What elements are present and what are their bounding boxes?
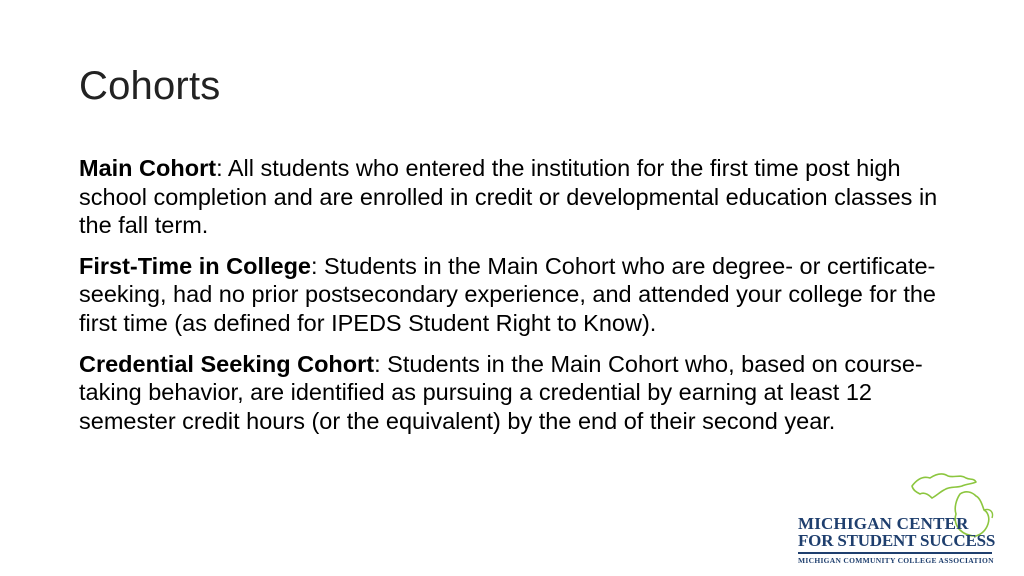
definition-text: : Students in the Main Cohort who, based on course-taking behavior, are identified as pursuing a credential by earning at least 12 semester credit hours (or the equivalent) by the end of their second year. — [79, 350, 923, 434]
definition-term: Main Cohort — [79, 155, 217, 181]
logo-line-1: MICHIGAN CENTER — [798, 514, 969, 533]
definition-term: First-Time in College — [79, 252, 311, 279]
definition-text: : All students who entered the institution for the first time post high school completion and are enrolled in credit or developmental education classes in the fall term. — [79, 155, 938, 239]
definitions-list — [79, 154, 959, 447]
definition-credential-seeking-cohort — [79, 350, 959, 436]
mcss-logo — [798, 468, 1004, 568]
logo-line-2: FOR STUDENT SUCCESS — [798, 531, 996, 550]
definition-first-time-in-college — [79, 252, 959, 338]
definition-term: Credential Seeking Cohort — [79, 350, 375, 377]
slide-title: Cohorts — [79, 64, 221, 108]
logo-divider — [798, 552, 992, 554]
definition-text: : Students in the Main Cohort who are degree- or certificate-seeking, had no prior postsecondary experience, and attended your college for the first time (as defined for IPEDS Student Right to Know). — [79, 252, 937, 336]
definition-main-cohort — [79, 154, 959, 240]
logo-subline: MICHIGAN COMMUNITY COLLEGE ASSOCIATION — [798, 556, 994, 565]
